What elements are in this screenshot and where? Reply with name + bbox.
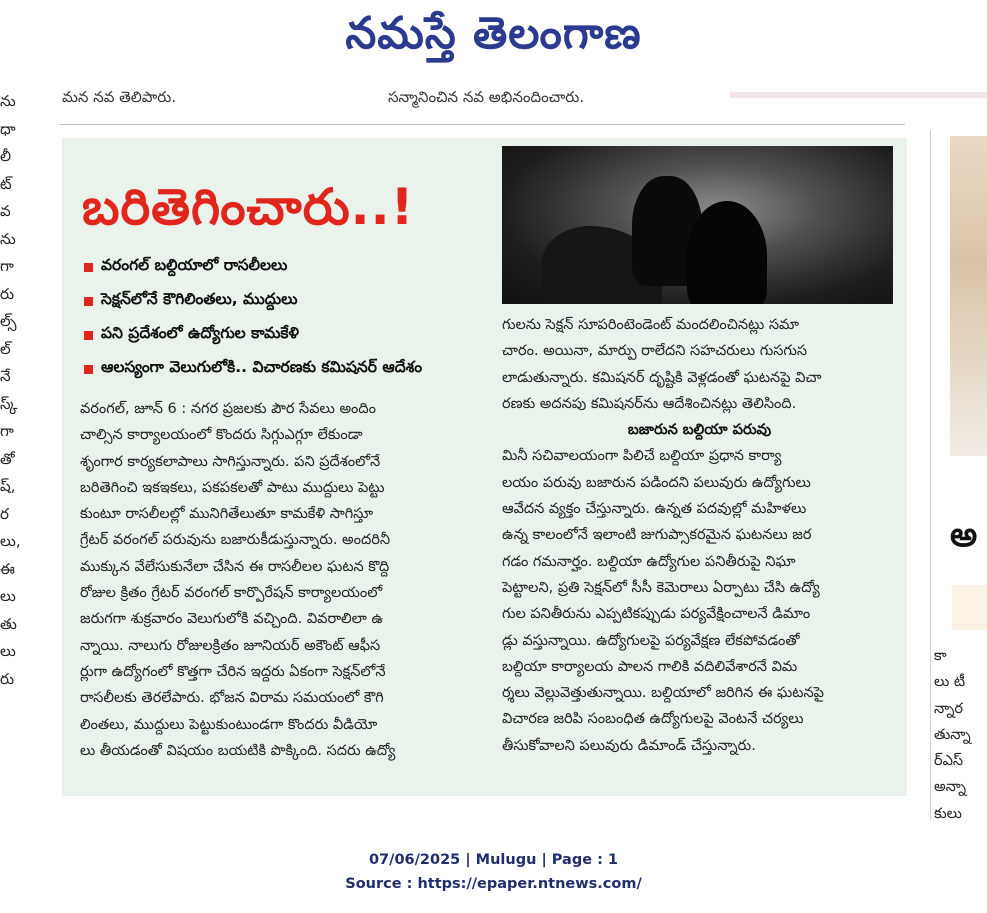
top-strip-divider	[730, 92, 987, 98]
left-column-line: ఈ	[0, 559, 15, 578]
left-column-line: ల్స్	[0, 312, 17, 330]
left-column-line: ను	[0, 229, 16, 248]
highlight-text: సెక్షన్‌లోనే కౌగిలింతలు, ముద్దులు	[101, 290, 298, 308]
body-text-line: బరితెగించి ఇకఇకలు, పకపకలతో పాటు ముద్దులు పెట్టు	[80, 479, 385, 496]
left-column-line: ట్	[0, 174, 12, 193]
column-2-bottom-paragraph	[502, 443, 897, 759]
left-column-line: నే	[0, 367, 11, 385]
body-text-line: డ్లు వస్తున్నాయి. ఉద్యోగులపై పర్యవేక్షణ లేకపోవడంతో	[502, 632, 800, 649]
article-subheading: బజారున బల్దియా పరువు	[627, 422, 772, 439]
left-column-line: రు	[0, 284, 15, 303]
body-text-line: చాల్సిన కార్యాలయంలో కొందరు సిగ్గుఎగ్గూ లేకుండా	[80, 427, 363, 444]
highlight-item	[84, 318, 504, 352]
body-text-line: బల్దియా కార్యాలయ పాలన గాలికి వదిలివేశారనే విమ	[502, 658, 798, 675]
highlight-item	[84, 352, 504, 386]
body-text-line: ఆవేదన వ్యక్తం చేస్తున్నారు. ఉన్నత పదవుల్లో మహిళలు	[502, 501, 807, 518]
highlight-text: ఆలస్యంగా వెలుగులోకి.. విచారణకు కమిషనర్ ఆదేశం	[101, 358, 423, 376]
body-text-line: గ్రేటర్ వరంగల్ పరువును బజారుకీడుస్తున్నారు. అందరినీ	[80, 532, 390, 549]
left-column-line: రు	[0, 669, 15, 688]
highlight-text: వరంగల్ బల్దియాలో రాసలీలలు	[101, 256, 288, 274]
top-strip-left-text: మన నవ తెలిపారు.	[62, 88, 177, 106]
body-text-line: రణకు అదనపు కమిషనర్‌ను ఆదేశించినట్లు తెలిసింది.	[502, 395, 797, 412]
bullet-square-icon	[84, 331, 93, 340]
left-column-line: వ	[0, 202, 11, 220]
left-column-line: స్క్	[0, 394, 18, 413]
body-text-line: గులను సెక్షన్ సూపరింటెండెంట్ మందలించినట్లు సమా	[502, 317, 800, 333]
body-text-line: చారం. అయినా, మార్పు రాలేదని సహచరులు గుసగుస	[502, 343, 808, 360]
body-text-line: గడం గమనార్హం. బల్దియా ఉద్యోగుల పనితీరుపై నిఘా	[502, 553, 796, 570]
left-column-line: లు	[0, 642, 16, 660]
body-text-line: లయం పరువు బజారున పడిందని పలువురు ఉద్యోగులు	[502, 474, 811, 491]
top-strip-middle-text: సన్మానించిన నవ అభినందించారు.	[388, 88, 585, 106]
right-column-line: లు టీ	[934, 674, 966, 691]
body-text-line: లు తీయడంతో విషయం బయటికి పొక్కింది. సదరు ఉద్యో	[80, 742, 396, 759]
body-text-line: లాడుతున్నారు. కమిషనర్ దృష్టికి వెళ్లడంతో ఘటనపై విచా	[502, 369, 822, 386]
body-text-line: పెట్టాలని, ప్రతి సెక్షన్‌లో సీసీ కెమెరాలు ఏర్పాటు చేసి ఉద్యో	[502, 579, 820, 596]
right-column-fragments	[930, 130, 987, 830]
body-text-line: న్నాయి. నాలుగు రోజులక్రితం జూనియర్ అకౌంట్ ఆఫీస	[80, 637, 381, 654]
column-2-top-paragraph	[502, 312, 897, 417]
body-text-line: వరంగల్, జూన్ 6 : నగర ప్రజలకు పౌర సేవలు అందిం	[80, 401, 376, 417]
article-body-column-1	[80, 396, 492, 764]
left-column-line: గా	[0, 257, 14, 275]
body-text-line: రాసలీలకు తెరలేపారు. భోజన విరామ సమయంలో కౌగి	[80, 690, 384, 707]
left-column-line: ర	[0, 504, 9, 523]
right-column-highlight-box	[952, 585, 987, 630]
left-column-line: లీ	[0, 147, 11, 165]
bullet-square-icon	[84, 263, 93, 272]
right-column-line: తున్నా	[934, 726, 971, 743]
right-column-line: కా	[934, 648, 947, 664]
body-text-line: గుల పనితీరును ఎప్పటికప్పుడు పర్యవేక్షించాలనే డిమాం	[502, 606, 811, 623]
top-strip	[0, 88, 987, 118]
left-column-line: లు	[0, 587, 16, 605]
left-column-line: ను	[0, 92, 16, 110]
body-text-line: కుంటూ రాసలీలల్లో మునిగితేలుతూ కామకేళి సాగిస్తూ	[80, 506, 374, 523]
body-text-line: ర్శలు వెల్లువెత్తుతున్నాయి. బల్దియాలో జరిగిన ఈ ఘటనపై	[502, 685, 824, 702]
right-column-headline-fragment: అ	[950, 515, 978, 555]
article-headline: బరితెగించారు..!	[82, 178, 415, 236]
article-highlights	[84, 250, 504, 386]
section-divider	[60, 124, 905, 125]
bullet-square-icon	[84, 365, 93, 374]
article-photo	[502, 146, 893, 304]
highlight-text: పని ప్రదేశంలో ఉద్యోగుల కామకేళి	[101, 324, 299, 342]
left-column-line: గా	[0, 422, 14, 440]
footer-source-link: Source : https://epaper.ntnews.com/	[345, 876, 642, 892]
masthead-title: నమస్తే తెలంగాణ	[345, 8, 642, 59]
left-column-line: ధా	[0, 119, 16, 138]
right-column-line: న్నార	[934, 700, 963, 717]
left-column-line: ష్,	[0, 477, 16, 495]
body-text-line: జరుగగా శుక్రవారం వెలుగులోకి వచ్చింది. వివరాలిలా ఉ	[80, 611, 384, 628]
column-divider	[930, 130, 931, 820]
right-column-text	[934, 643, 971, 827]
highlight-item	[84, 250, 504, 284]
body-text-line: ర్లుగా ఉద్యోగంలో కొత్తగా చేరిన ఇద్దరు ఏకంగా సెక్షన్‌లోనే	[80, 663, 386, 680]
photo-silhouette-right	[687, 201, 767, 304]
right-column-line: అన్నా	[934, 779, 966, 796]
left-column-line: తో	[0, 449, 15, 468]
right-column-line: కులు	[934, 805, 962, 822]
left-column-line: ల్	[0, 339, 11, 358]
footer-edition-info: 07/06/2025 | Mulugu | Page : 1	[368, 852, 619, 868]
article-body-column-2	[502, 312, 897, 759]
body-text-line: శృంగార కార్యకలాపాలు సాగిస్తున్నారు. పని ప్రదేశంలోనే	[80, 453, 381, 470]
body-text-line: రోజుల క్రితం గ్రేటర్ వరంగల్ కార్పొరేషన్ కార్యాలయంలో	[80, 585, 383, 602]
body-text-line: ముక్కున వేలేసుకునేలా చేసిన ఈ రాసలీలల ఘటన కొద్ది	[80, 558, 390, 575]
news-article	[62, 138, 907, 796]
right-column-line: ర్ఎస్	[934, 753, 964, 770]
body-text-line: విచారణ జరిపి సంబంధిత ఉద్యోగులపై వెంటనే చర్యలు	[502, 711, 804, 728]
body-text-line: లింతలు, ముద్దులు పెట్టుకుంటుండగా కొందరు వీడియో	[80, 716, 378, 733]
left-column-line: తు	[0, 614, 17, 633]
highlight-item	[84, 284, 504, 318]
right-column-photo	[950, 136, 987, 456]
body-text-line: మినీ సచివాలయంగా పిలిచే బల్దియా ప్రధాన కార్యా	[502, 448, 782, 465]
left-column-line: లు,	[0, 532, 21, 550]
left-column-fragments	[0, 88, 22, 768]
page-footer	[0, 848, 987, 896]
body-text-line: తీసుకోవాలని పలువురు డిమాండ్ చేస్తున్నారు.	[502, 737, 756, 754]
body-text-line: ఉన్న కాలంలోనే ఇలాంటి జుగుప్సాకరమైన ఘటనలు జర	[502, 527, 812, 544]
masthead	[0, 0, 987, 78]
bullet-square-icon	[84, 297, 93, 306]
